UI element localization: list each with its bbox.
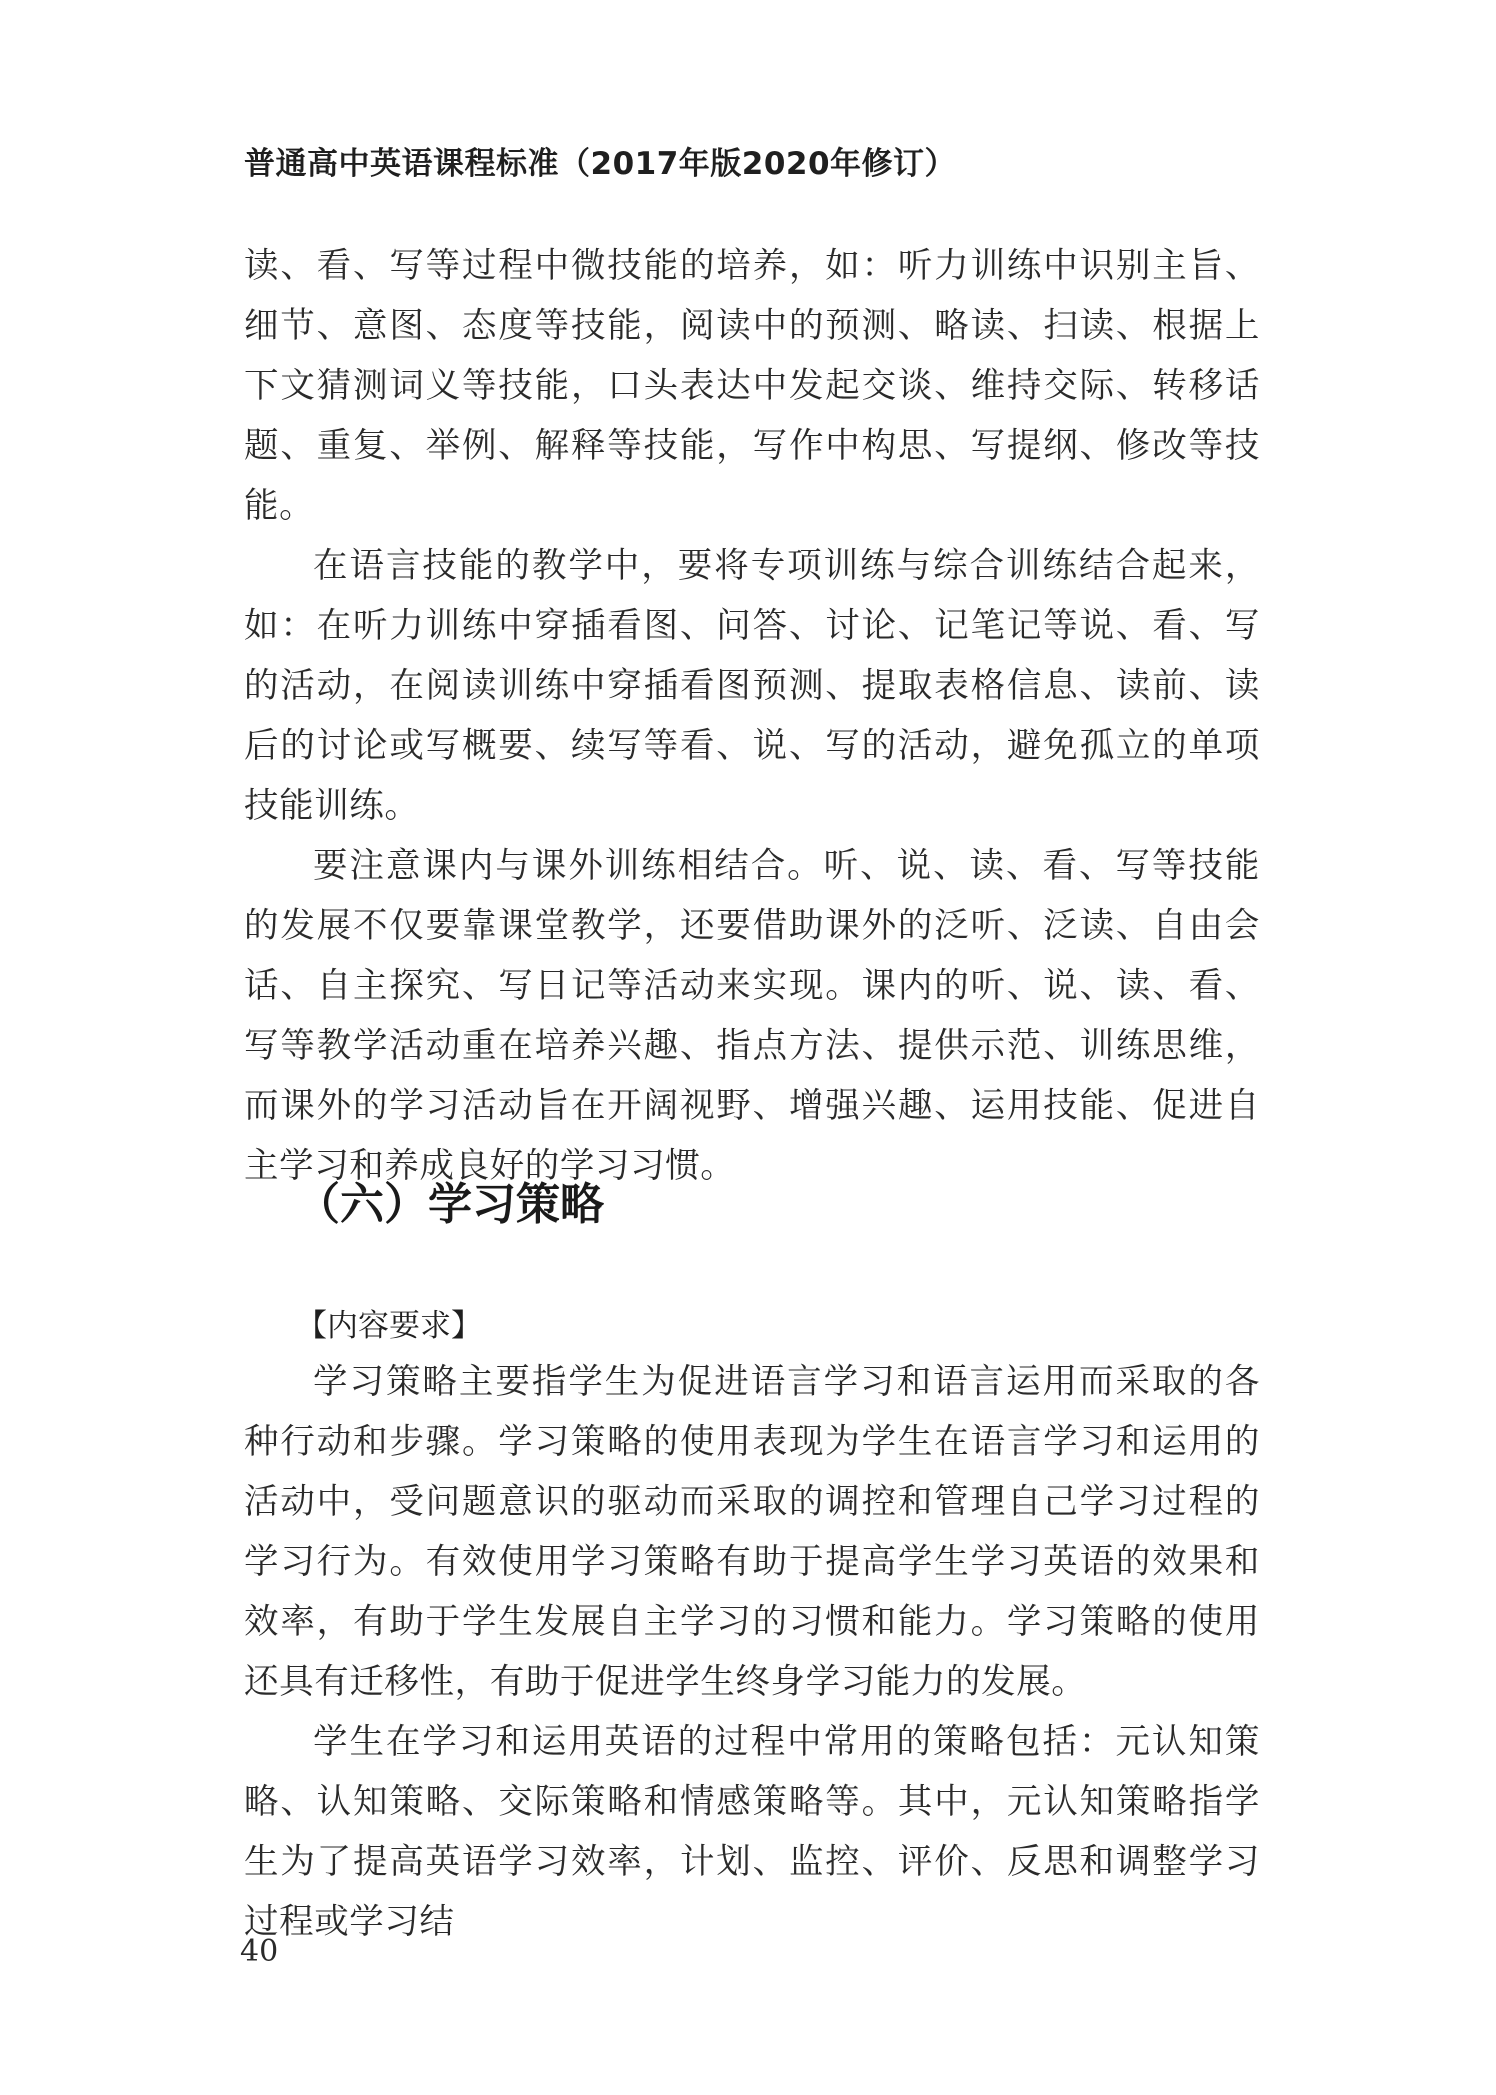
- content-requirements-subheading: 【内容要求】: [296, 1308, 482, 1344]
- paragraph: 读、看、写等过程中微技能的培养，如：听力训练中识别主旨、细节、意图、态度等技能，阅读中的预测、略读、扫读、根据上下文猜测词义等技能，口头表达中发起交谈、维持交际、转移话题、重复、举例、解释等技能，写作中构思、写提纲、修改等技能。: [244, 246, 1260, 526]
- paragraph: 在语言技能的教学中，要将专项训练与综合训练结合起来，如：在听力训练中穿插看图、问答、讨论、记笔记等说、看、写的活动，在阅读训练中穿插看图预测、提取表格信息、读前、读后的讨论或写概要、续写等看、说、写的活动，避免孤立的单项技能训练。: [244, 546, 1260, 826]
- body-text-section-b: [244, 1352, 1260, 1952]
- running-header: 普通高中英语课程标准（2017年版2020年修订）: [244, 146, 957, 182]
- paragraph: 学习策略主要指学生为促进语言学习和语言运用而采取的各种行动和步骤。学习策略的使用表现为学生在语言学习和运用的活动中，受问题意识的驱动而采取的调控和管理自己学习过程的学习行为。有效使用学习策略有助于提高学生学习英语的效果和效率，有助于学生发展自主学习的习惯和能力。学习策略的使用还具有迁移性，有助于促进学生终身学习能力的发展。: [244, 1362, 1260, 1702]
- paragraph: 要注意课内与课外训练相结合。听、说、读、看、写等技能的发展不仅要靠课堂教学，还要借助课外的泛听、泛读、自由会话、自主探究、写日记等活动来实现。课内的听、说、读、看、写等教学活动重在培养兴趣、指点方法、提供示范、训练思维，而课外的学习活动旨在开阔视野、增强兴趣、运用技能、促进自主学习和养成良好的学习习惯。: [244, 846, 1260, 1186]
- section-heading: （六）学习策略: [296, 1179, 604, 1230]
- page-number: 40: [240, 1934, 279, 1969]
- paragraph: 学生在学习和运用英语的过程中常用的策略包括：元认知策略、认知策略、交际策略和情感策略等。其中，元认知策略指学生为了提高英语学习效率，计划、监控、评价、反思和调整学习过程或学习结: [244, 1722, 1260, 1942]
- body-text-section-a: [244, 236, 1260, 1196]
